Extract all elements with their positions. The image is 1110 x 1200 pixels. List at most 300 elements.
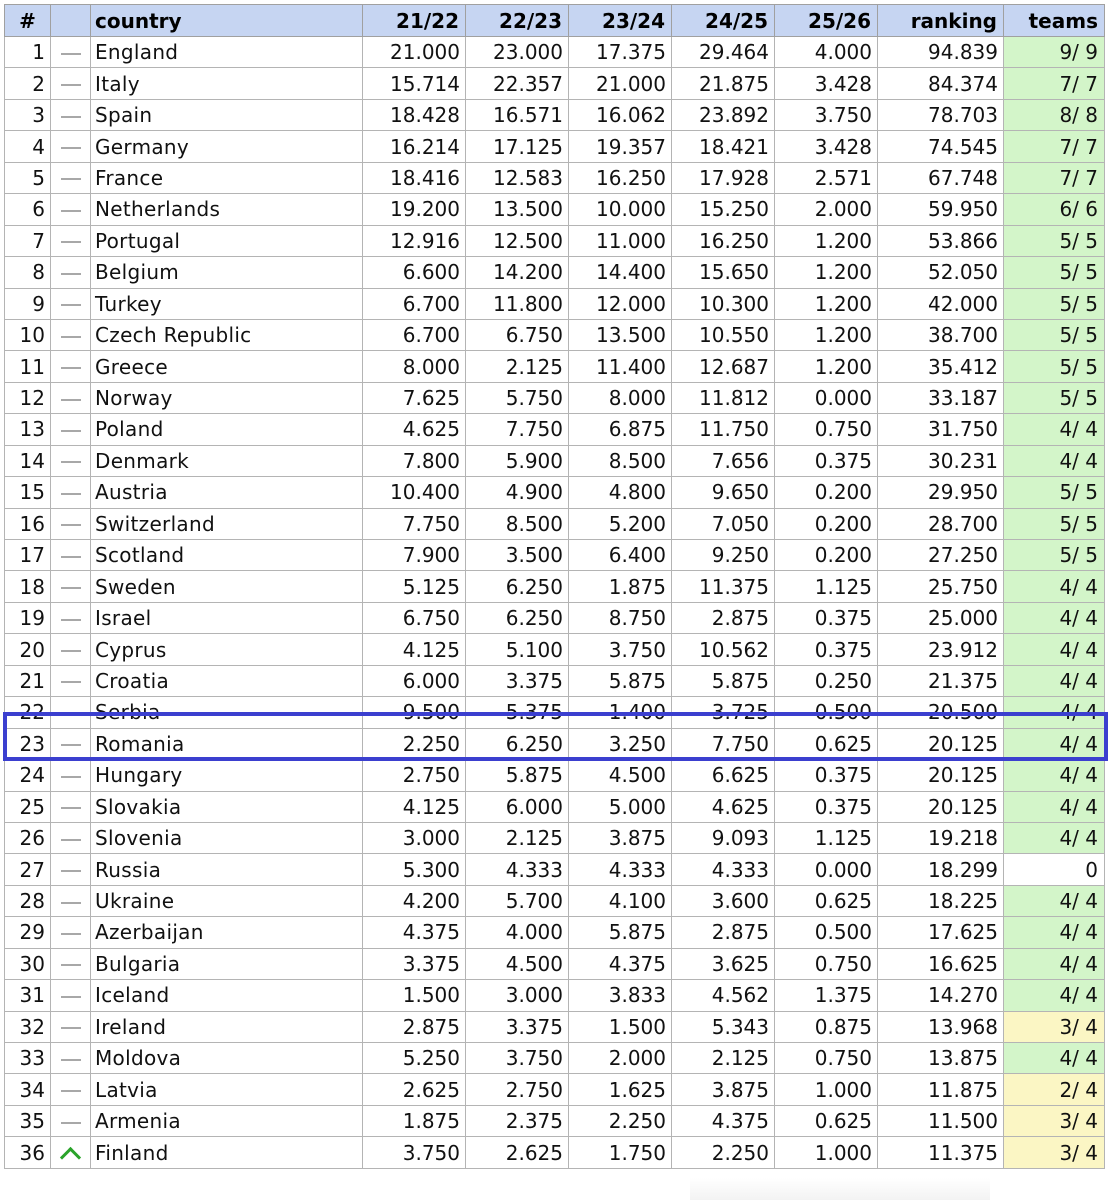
dash-icon [61, 524, 81, 526]
trend-cell [51, 319, 91, 350]
season-cell: 11.400 [569, 351, 672, 382]
table-row[interactable] [5, 885, 1105, 916]
rank-cell: 27 [5, 854, 51, 885]
season-cell: 3.725 [672, 697, 775, 728]
season-cell: 4.625 [672, 791, 775, 822]
header-season-1[interactable]: 21/22 [363, 5, 466, 37]
table-row[interactable] [5, 822, 1105, 853]
country-cell[interactable]: Denmark [91, 445, 363, 476]
table-row[interactable] [5, 194, 1105, 225]
season-cell: 4.375 [672, 1105, 775, 1136]
dash-icon [61, 241, 81, 243]
country-cell[interactable]: Slovenia [91, 822, 363, 853]
season-cell: 4.562 [672, 980, 775, 1011]
header-season-2[interactable]: 22/23 [466, 5, 569, 37]
country-cell[interactable]: Greece [91, 351, 363, 382]
season-cell: 5.375 [466, 697, 569, 728]
dash-icon [61, 807, 81, 809]
country-cell[interactable]: Israel [91, 602, 363, 633]
season-cell: 3.000 [363, 822, 466, 853]
season-cell: 14.200 [466, 257, 569, 288]
season-cell: 0.625 [775, 885, 878, 916]
table-row[interactable] [5, 382, 1105, 413]
country-cell[interactable]: Italy [91, 68, 363, 99]
season-cell: 1.000 [775, 1074, 878, 1105]
trend-cell [51, 68, 91, 99]
season-cell: 2.875 [672, 917, 775, 948]
dash-icon [61, 399, 81, 401]
season-cell: 1.200 [775, 351, 878, 382]
season-cell: 9.250 [672, 540, 775, 571]
rank-cell: 15 [5, 477, 51, 508]
trend-cell [51, 854, 91, 885]
season-cell: 0.200 [775, 540, 878, 571]
rank-cell: 14 [5, 445, 51, 476]
season-cell: 23.000 [466, 37, 569, 68]
table-row[interactable] [5, 477, 1105, 508]
season-cell: 1.400 [569, 697, 672, 728]
ranking-cell: 18.299 [878, 854, 1004, 885]
dash-icon [61, 304, 81, 306]
country-cell[interactable]: Bulgaria [91, 948, 363, 979]
table-row[interactable] [5, 602, 1105, 633]
country-cell[interactable]: France [91, 162, 363, 193]
teams-cell: 5/ 5 [1004, 540, 1105, 571]
season-cell: 1.500 [363, 980, 466, 1011]
season-cell: 2.750 [466, 1074, 569, 1105]
season-cell: 16.250 [672, 225, 775, 256]
table-row[interactable] [5, 131, 1105, 162]
season-cell: 11.812 [672, 382, 775, 413]
table-row[interactable] [5, 1074, 1105, 1105]
season-cell: 4.800 [569, 477, 672, 508]
trend-cell [51, 885, 91, 916]
trend-cell [51, 288, 91, 319]
dash-icon [61, 1027, 81, 1029]
season-cell: 8.000 [363, 351, 466, 382]
table-row[interactable] [5, 99, 1105, 130]
table-row[interactable] [5, 917, 1105, 948]
table-row[interactable] [5, 414, 1105, 445]
ranking-cell: 30.231 [878, 445, 1004, 476]
rank-cell: 2 [5, 68, 51, 99]
country-cell[interactable]: Poland [91, 414, 363, 445]
ranking-cell: 21.375 [878, 665, 1004, 696]
season-cell: 7.750 [466, 414, 569, 445]
teams-cell: 5/ 5 [1004, 351, 1105, 382]
dash-icon [61, 273, 81, 275]
table-row[interactable] [5, 288, 1105, 319]
season-cell: 7.800 [363, 445, 466, 476]
country-cell[interactable]: Croatia [91, 665, 363, 696]
dash-icon [61, 493, 81, 495]
teams-cell: 7/ 7 [1004, 162, 1105, 193]
rank-cell: 30 [5, 948, 51, 979]
table-row[interactable] [5, 319, 1105, 350]
trend-cell [51, 351, 91, 382]
dash-icon [61, 713, 81, 715]
table-row[interactable] [5, 445, 1105, 476]
season-cell: 0.375 [775, 602, 878, 633]
season-cell: 9.500 [363, 697, 466, 728]
header-season-5[interactable]: 25/26 [775, 5, 878, 37]
season-cell: 0.000 [775, 854, 878, 885]
ranking-cell: 20.500 [878, 697, 1004, 728]
table-row[interactable] [5, 697, 1105, 728]
country-cell[interactable]: Azerbaijan [91, 917, 363, 948]
season-cell: 4.333 [672, 854, 775, 885]
table-row[interactable] [5, 948, 1105, 979]
dash-icon [61, 744, 81, 746]
header-trend [51, 5, 91, 37]
trend-cell [51, 634, 91, 665]
dash-icon [61, 461, 81, 463]
table-row[interactable] [5, 728, 1105, 759]
season-cell: 10.000 [569, 194, 672, 225]
season-cell: 3.428 [775, 131, 878, 162]
season-cell: 3.375 [466, 665, 569, 696]
season-cell: 2.250 [363, 728, 466, 759]
dash-icon [61, 556, 81, 558]
season-cell: 2.625 [363, 1074, 466, 1105]
season-cell: 1.000 [775, 1137, 878, 1168]
season-cell: 3.833 [569, 980, 672, 1011]
rank-cell: 28 [5, 885, 51, 916]
table-row[interactable] [5, 665, 1105, 696]
season-cell: 12.687 [672, 351, 775, 382]
teams-cell: 7/ 7 [1004, 131, 1105, 162]
season-cell: 18.416 [363, 162, 466, 193]
rank-cell: 23 [5, 728, 51, 759]
season-cell: 17.125 [466, 131, 569, 162]
season-cell: 0.500 [775, 917, 878, 948]
country-cell[interactable]: Armenia [91, 1105, 363, 1136]
teams-cell: 5/ 5 [1004, 477, 1105, 508]
country-cell[interactable]: Czech Republic [91, 319, 363, 350]
trend-cell [51, 1074, 91, 1105]
trend-cell [51, 822, 91, 853]
season-cell: 4.625 [363, 414, 466, 445]
table-row[interactable] [5, 508, 1105, 539]
table-row[interactable] [5, 225, 1105, 256]
teams-cell: 4/ 4 [1004, 414, 1105, 445]
season-cell: 6.700 [363, 319, 466, 350]
season-cell: 16.214 [363, 131, 466, 162]
country-cell[interactable]: Germany [91, 131, 363, 162]
trend-cell [51, 602, 91, 633]
country-cell[interactable]: Austria [91, 477, 363, 508]
trend-cell [51, 477, 91, 508]
country-cell[interactable]: Slovakia [91, 791, 363, 822]
season-cell: 3.625 [672, 948, 775, 979]
season-cell: 0.250 [775, 665, 878, 696]
season-cell: 6.000 [466, 791, 569, 822]
table-row[interactable] [5, 37, 1105, 68]
header-season-4[interactable]: 24/25 [672, 5, 775, 37]
country-cell[interactable]: Sweden [91, 571, 363, 602]
country-cell[interactable]: Hungary [91, 760, 363, 791]
ranking-cell: 11.875 [878, 1074, 1004, 1105]
rank-cell: 20 [5, 634, 51, 665]
country-cell[interactable]: England [91, 37, 363, 68]
header-ranking[interactable]: ranking [878, 5, 1004, 37]
ranking-cell: 25.000 [878, 602, 1004, 633]
teams-cell: 4/ 4 [1004, 791, 1105, 822]
country-cell[interactable]: Ukraine [91, 885, 363, 916]
season-cell: 6.625 [672, 760, 775, 791]
teams-cell: 5/ 5 [1004, 508, 1105, 539]
season-cell: 2.250 [672, 1137, 775, 1168]
trend-cell [51, 791, 91, 822]
season-cell: 8.500 [466, 508, 569, 539]
season-cell: 3.375 [466, 1011, 569, 1042]
teams-cell: 5/ 5 [1004, 382, 1105, 413]
rank-cell: 35 [5, 1105, 51, 1136]
table-row[interactable] [5, 68, 1105, 99]
country-cell[interactable]: Moldova [91, 1043, 363, 1074]
season-cell: 4.333 [569, 854, 672, 885]
trend-cell [51, 257, 91, 288]
trend-cell [51, 162, 91, 193]
table-row[interactable] [5, 351, 1105, 382]
season-cell: 2.000 [775, 194, 878, 225]
table-row[interactable] [5, 854, 1105, 885]
season-cell: 1.125 [775, 822, 878, 853]
season-cell: 10.300 [672, 288, 775, 319]
season-cell: 0.375 [775, 445, 878, 476]
season-cell: 7.750 [672, 728, 775, 759]
country-cell[interactable]: Belgium [91, 257, 363, 288]
season-cell: 3.000 [466, 980, 569, 1011]
season-cell: 1.750 [569, 1137, 672, 1168]
teams-cell: 5/ 5 [1004, 225, 1105, 256]
rank-cell: 25 [5, 791, 51, 822]
season-cell: 5.875 [569, 917, 672, 948]
teams-cell: 8/ 8 [1004, 99, 1105, 130]
season-cell: 11.000 [569, 225, 672, 256]
rank-cell: 22 [5, 697, 51, 728]
country-cell[interactable]: Iceland [91, 980, 363, 1011]
season-cell: 19.200 [363, 194, 466, 225]
season-cell: 9.093 [672, 822, 775, 853]
trend-cell [51, 508, 91, 539]
season-cell: 5.300 [363, 854, 466, 885]
teams-cell: 4/ 4 [1004, 885, 1105, 916]
season-cell: 2.375 [466, 1105, 569, 1136]
season-cell: 11.750 [672, 414, 775, 445]
season-cell: 6.600 [363, 257, 466, 288]
season-cell: 4.200 [363, 885, 466, 916]
table-row[interactable] [5, 540, 1105, 571]
table-row[interactable] [5, 1137, 1105, 1168]
season-cell: 4.000 [775, 37, 878, 68]
season-cell: 11.800 [466, 288, 569, 319]
rank-cell: 1 [5, 37, 51, 68]
teams-cell: 4/ 4 [1004, 948, 1105, 979]
season-cell: 15.250 [672, 194, 775, 225]
scroll-shadow [690, 1178, 990, 1200]
country-cell[interactable]: Ireland [91, 1011, 363, 1042]
rank-cell: 8 [5, 257, 51, 288]
season-cell: 0.500 [775, 697, 878, 728]
season-cell: 0.200 [775, 508, 878, 539]
country-cell[interactable]: Cyprus [91, 634, 363, 665]
season-cell: 1.875 [363, 1105, 466, 1136]
season-cell: 4.900 [466, 477, 569, 508]
country-cell[interactable]: Latvia [91, 1074, 363, 1105]
season-cell: 10.400 [363, 477, 466, 508]
country-cell[interactable]: Romania [91, 728, 363, 759]
country-cell[interactable]: Netherlands [91, 194, 363, 225]
dash-icon [61, 147, 81, 149]
country-cell[interactable]: Turkey [91, 288, 363, 319]
dash-icon [61, 587, 81, 589]
table-row[interactable] [5, 634, 1105, 665]
season-cell: 7.656 [672, 445, 775, 476]
teams-cell: 3/ 4 [1004, 1105, 1105, 1136]
ranking-cell: 28.700 [878, 508, 1004, 539]
season-cell: 5.343 [672, 1011, 775, 1042]
season-cell: 10.550 [672, 319, 775, 350]
season-cell: 3.375 [363, 948, 466, 979]
trend-cell [51, 980, 91, 1011]
season-cell: 0.750 [775, 1043, 878, 1074]
season-cell: 23.892 [672, 99, 775, 130]
dash-icon [61, 996, 81, 998]
header-teams[interactable]: teams [1004, 5, 1105, 37]
ranking-cell: 17.625 [878, 917, 1004, 948]
ranking-cell: 78.703 [878, 99, 1004, 130]
season-cell: 4.100 [569, 885, 672, 916]
season-cell: 2.125 [466, 822, 569, 853]
header-country[interactable]: country [91, 5, 363, 37]
country-cell[interactable]: Serbia [91, 697, 363, 728]
season-cell: 16.571 [466, 99, 569, 130]
season-cell: 5.200 [569, 508, 672, 539]
dash-icon [61, 336, 81, 338]
teams-cell: 2/ 4 [1004, 1074, 1105, 1105]
season-cell: 6.875 [569, 414, 672, 445]
header-rank[interactable]: # [5, 5, 51, 37]
teams-cell: 4/ 4 [1004, 445, 1105, 476]
season-cell: 6.000 [363, 665, 466, 696]
season-cell: 5.700 [466, 885, 569, 916]
teams-cell: 4/ 4 [1004, 1043, 1105, 1074]
season-cell: 1.125 [775, 571, 878, 602]
season-cell: 2.875 [672, 602, 775, 633]
table-row[interactable] [5, 257, 1105, 288]
ranking-cell: 16.625 [878, 948, 1004, 979]
season-cell: 4.500 [466, 948, 569, 979]
header-row [5, 5, 1105, 37]
season-cell: 0.625 [775, 1105, 878, 1136]
season-cell: 3.875 [569, 822, 672, 853]
trend-cell [51, 1011, 91, 1042]
table-row[interactable] [5, 1011, 1105, 1042]
season-cell: 21.000 [363, 37, 466, 68]
ranking-cell: 11.500 [878, 1105, 1004, 1136]
dash-icon [61, 178, 81, 180]
season-cell: 3.250 [569, 728, 672, 759]
season-cell: 17.928 [672, 162, 775, 193]
season-cell: 1.375 [775, 980, 878, 1011]
season-cell: 0.875 [775, 1011, 878, 1042]
dash-icon [61, 839, 81, 841]
season-cell: 12.000 [569, 288, 672, 319]
season-cell: 21.875 [672, 68, 775, 99]
ranking-cell: 14.270 [878, 980, 1004, 1011]
dash-icon [61, 84, 81, 86]
dash-icon [61, 367, 81, 369]
dash-icon [61, 933, 81, 935]
country-cell[interactable]: Portugal [91, 225, 363, 256]
season-cell: 6.250 [466, 728, 569, 759]
teams-cell: 4/ 4 [1004, 571, 1105, 602]
table-row[interactable] [5, 571, 1105, 602]
country-cell[interactable]: Switzerland [91, 508, 363, 539]
trend-cell [51, 194, 91, 225]
rank-cell: 32 [5, 1011, 51, 1042]
season-cell: 7.750 [363, 508, 466, 539]
teams-cell: 4/ 4 [1004, 980, 1105, 1011]
country-cell[interactable]: Norway [91, 382, 363, 413]
rank-cell: 36 [5, 1137, 51, 1168]
season-cell: 6.250 [466, 571, 569, 602]
table-row[interactable] [5, 791, 1105, 822]
trend-cell [51, 948, 91, 979]
season-cell: 19.357 [569, 131, 672, 162]
table-row[interactable] [5, 1105, 1105, 1136]
country-cell[interactable]: Russia [91, 854, 363, 885]
season-cell: 0.200 [775, 477, 878, 508]
rank-cell: 4 [5, 131, 51, 162]
season-cell: 6.750 [466, 319, 569, 350]
season-cell: 5.900 [466, 445, 569, 476]
season-cell: 2.125 [466, 351, 569, 382]
season-cell: 6.400 [569, 540, 672, 571]
header-season-3[interactable]: 23/24 [569, 5, 672, 37]
country-cell[interactable]: Spain [91, 99, 363, 130]
season-cell: 2.250 [569, 1105, 672, 1136]
season-cell: 7.050 [672, 508, 775, 539]
ranking-cell: 59.950 [878, 194, 1004, 225]
table-row[interactable] [5, 980, 1105, 1011]
rank-cell: 13 [5, 414, 51, 445]
table-row[interactable] [5, 760, 1105, 791]
table-row[interactable] [5, 162, 1105, 193]
ranking-cell: 74.545 [878, 131, 1004, 162]
season-cell: 12.583 [466, 162, 569, 193]
dash-icon [61, 1090, 81, 1092]
season-cell: 5.000 [569, 791, 672, 822]
dash-icon [61, 1059, 81, 1061]
teams-cell: 0 [1004, 854, 1105, 885]
ranking-table [4, 4, 1105, 1169]
rank-cell: 19 [5, 602, 51, 633]
teams-cell: 4/ 4 [1004, 634, 1105, 665]
ranking-cell: 20.125 [878, 791, 1004, 822]
ranking-cell: 84.374 [878, 68, 1004, 99]
teams-cell: 6/ 6 [1004, 194, 1105, 225]
table-row[interactable] [5, 1043, 1105, 1074]
teams-cell: 4/ 4 [1004, 917, 1105, 948]
season-cell: 3.750 [466, 1043, 569, 1074]
season-cell: 5.125 [363, 571, 466, 602]
country-cell[interactable]: Finland [91, 1137, 363, 1168]
country-cell[interactable]: Scotland [91, 540, 363, 571]
trend-cell [51, 571, 91, 602]
ranking-cell: 52.050 [878, 257, 1004, 288]
